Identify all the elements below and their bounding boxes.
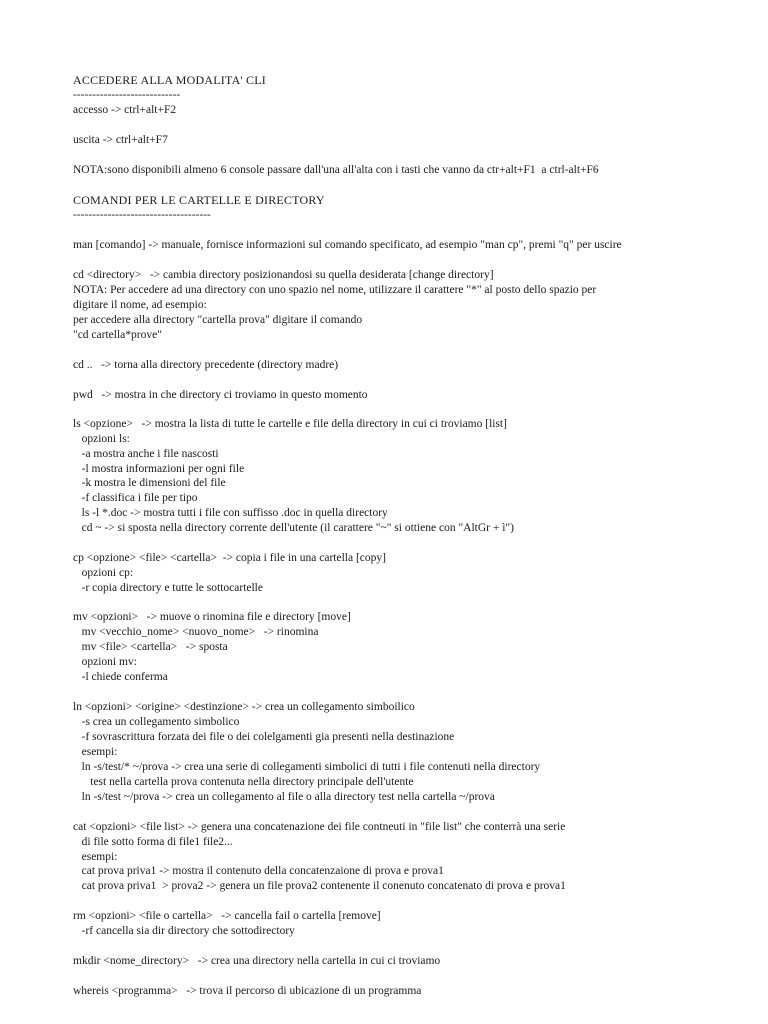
note-line: NOTA: Per accedere ad una directory con uno spazio nel nome, utilizzare il carattere "*" al posto dello spazio per: [73, 284, 597, 296]
text-line: ls -l *.doc -> mostra tutti i file con suffisso .doc in quella directory: [73, 507, 388, 519]
text-line: esempi:: [73, 746, 118, 758]
text-line: man [comando] -> manuale, fornisce informazioni sul comando specificato, ad esempio "man cp", premi "q" per uscire: [73, 239, 622, 251]
text-line: -a mostra anche i file nascosti: [73, 448, 219, 460]
text-line: "cd cartella*prove": [73, 329, 162, 341]
text-line: per accedere alla directory "cartella prova" digitare il comando: [73, 314, 363, 326]
text-line: ls <opzione> -> mostra la lista di tutte le cartelle e file della directory in cui ci troviamo [list]: [73, 418, 507, 430]
text-line: -rf cancella sia dir directory che sottodirectory: [73, 925, 295, 937]
text-line: whereis <programma> -> trova il percorso di ubicazione di un programma: [73, 985, 422, 997]
text-line: -k mostra le dimensioni del file: [73, 477, 226, 489]
text-line: mkdir <nome_directory> -> crea una directory nella cartella in cui ci troviamo: [73, 955, 441, 967]
text-line: -r copia directory e tutte le sottocartelle: [73, 582, 263, 594]
text-line: accesso -> ctrl+alt+F2: [73, 104, 177, 116]
text-line: digitare il nome, ad esempio:: [73, 299, 207, 311]
text-line: cd <directory> -> cambia directory posizionandosi su quella desiderata [change directory]: [73, 269, 494, 281]
text-line: opzioni cp:: [73, 567, 134, 579]
text-line: ln -s/test ~/prova -> crea un collegamento al file o alla directory test nella cartella ~/prova: [73, 791, 495, 803]
text-line: cat prova priva1 -> mostra il contenuto della concatenzaione di prova e prova1: [73, 865, 444, 877]
text-line: cd ~ -> si sposta nella directory corrente dell'utente (il carattere "~" si ottiene con "AltGr + ì"): [73, 522, 514, 534]
heading-commands: COMANDI PER LE CARTELLE E DIRECTORY: [73, 193, 325, 207]
note-line: NOTA:sono disponibili almeno 6 console passare dall'una all'alta con i tasti che vanno da ctr+alt+F1 a ctrl-alt+F6: [73, 164, 599, 176]
text-line: mv <vecchio_nome> <nuovo_nome> -> rinomina: [73, 626, 319, 638]
heading-cli: ACCEDERE ALLA MODALITA' CLI: [73, 73, 266, 87]
text-line: -f sovrascrittura forzata dei file o dei colelgamenti gia presenti nella destinazione: [73, 731, 455, 743]
text-line: -l chiede conferma: [73, 671, 168, 683]
text-line: cd .. -> torna alla directory precedente (directory madre): [73, 359, 339, 371]
text-line: test nella cartella prova contenuta nella directory principale dell'utente: [73, 776, 414, 788]
text-line: pwd -> mostra in che directory ci troviamo in questo momento: [73, 389, 368, 401]
text-line: opzioni ls:: [73, 433, 130, 445]
text-line: ln <opzioni> <origine> <destinzione> -> crea un collegamento simboilico: [73, 701, 415, 713]
text-line: rm <opzioni> <file o cartella> -> cancella fail o cartella [remove]: [73, 910, 381, 922]
text-line: opzioni mv:: [73, 656, 137, 668]
text-line: uscita -> ctrl+alt+F7: [73, 134, 168, 146]
text-line: -l mostra informazioni per ogni file: [73, 463, 245, 475]
text-line: mv <opzioni> -> muove o rinomina file e directory [move]: [73, 611, 351, 623]
text-line: cp <opzione> <file> <cartella> -> copia i file in una cartella [copy]: [73, 552, 386, 564]
text-line: -f classifica i file per tipo: [73, 492, 198, 504]
text-line: cat prova priva1 > prova2 -> genera un file prova2 contenente il conenuto concatenato di prova e prova1: [73, 880, 566, 892]
text-line: mv <file> <cartella> -> sposta: [73, 641, 228, 653]
text-line: -s crea un collegamento simbolico: [73, 716, 240, 728]
text-line: di file sotto forma di file1 file2...: [73, 836, 233, 848]
text-line: cat <opzioni> <file list> -> genera una concatenazione dei file contneuti in "file list" che conterrà una serie: [73, 821, 566, 833]
underline-rule: ------------------------------------: [73, 209, 211, 221]
text-line: ln -s/test/* ~/prova -> crea una serie di collegamenti simbolici di tutti i file contenuti nella directory: [73, 761, 541, 773]
text-line: esempi:: [73, 851, 118, 863]
underline-rule: ----------------------------: [73, 89, 181, 101]
